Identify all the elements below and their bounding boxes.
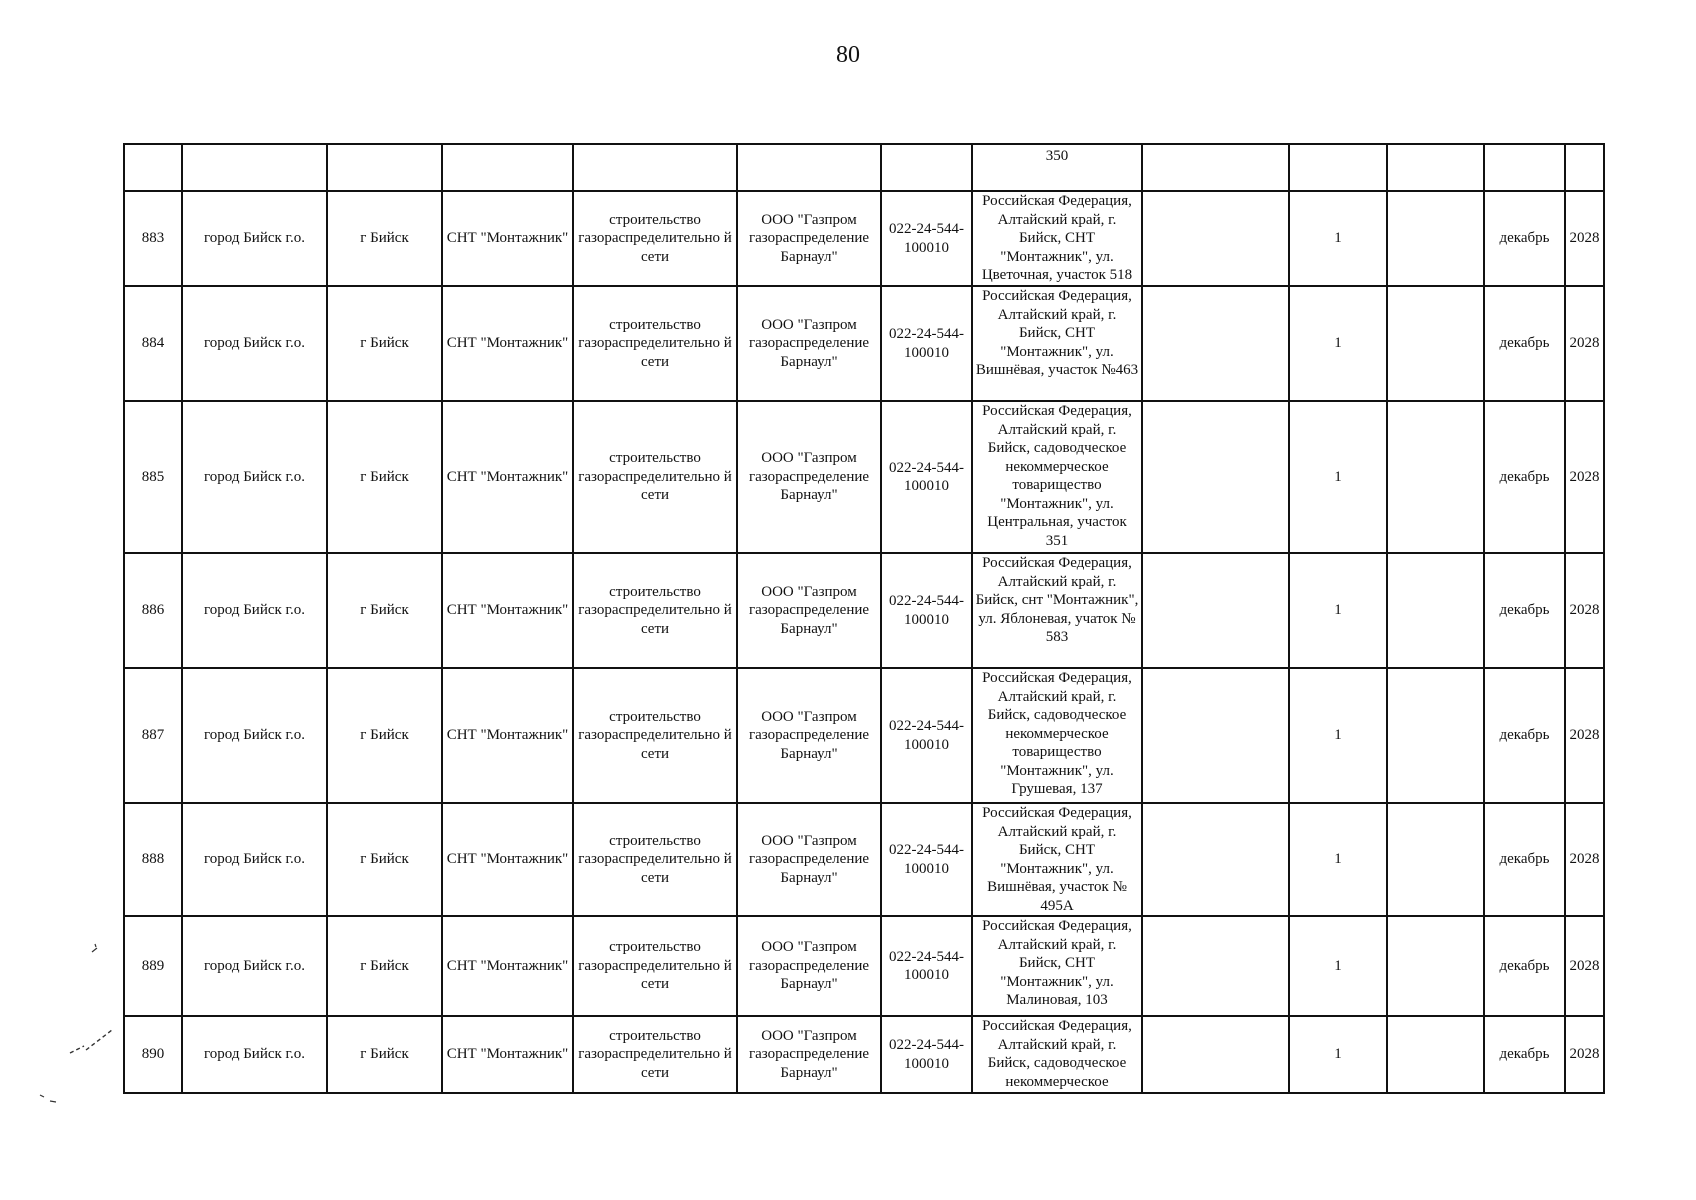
cell-work-type: строительство газораспределительно й сети — [573, 401, 737, 553]
cell-month: декабрь — [1484, 553, 1565, 668]
cell-address: Российская Федерация, Алтайский край, г. Бийск, снт "Монтажник", ул. Яблоневая, учаток № 583 — [972, 553, 1142, 668]
cell-work-type: строительство газораспределительно й сети — [573, 1016, 737, 1093]
cell-code: 022-24-544-100010 — [881, 191, 972, 286]
cell-count: 1 — [1289, 286, 1387, 401]
cell-organization: ООО "Газпром газораспределение Барнаул" — [737, 668, 881, 803]
cell-empty — [1142, 668, 1289, 803]
table-row — [124, 553, 1604, 668]
cell-empty — [881, 144, 972, 191]
cell-locality: г Бийск — [327, 1016, 442, 1093]
cell-row-number: 890 — [124, 1016, 182, 1093]
cell-empty — [1142, 286, 1289, 401]
cell-code: 022-24-544-100010 — [881, 916, 972, 1016]
cell-row-number: 886 — [124, 553, 182, 668]
cell-locality: г Бийск — [327, 668, 442, 803]
cell-empty — [737, 144, 881, 191]
cell-work-type: строительство газораспределительно й сети — [573, 803, 737, 916]
cell-empty — [573, 144, 737, 191]
cell-empty — [1565, 144, 1604, 191]
cell-empty — [124, 144, 182, 191]
cell-empty — [1142, 916, 1289, 1016]
table-row — [124, 191, 1604, 286]
cell-month: декабрь — [1484, 1016, 1565, 1093]
cell-empty — [1142, 401, 1289, 553]
cell-settlement: СНТ "Монтажник" — [442, 668, 573, 803]
cell-settlement: СНТ "Монтажник" — [442, 803, 573, 916]
cell-locality: г Бийск — [327, 553, 442, 668]
cell-address: Российская Федерация, Алтайский край, г. Бийск, садоводческое некоммерческое товарищество "Монтажник", ул. Грушевая, 137 — [972, 668, 1142, 803]
registry-table — [123, 143, 1605, 1094]
cell-empty — [1142, 553, 1289, 668]
table-row — [124, 1016, 1604, 1093]
table-row — [124, 401, 1604, 553]
cell-locality: г Бийск — [327, 916, 442, 1016]
cell-empty — [327, 144, 442, 191]
cell-code: 022-24-544-100010 — [881, 1016, 972, 1093]
table-row — [124, 916, 1604, 1016]
cell-municipality: город Бийск г.о. — [182, 1016, 327, 1093]
cell-code: 022-24-544-100010 — [881, 553, 972, 668]
cell-year: 2028 — [1565, 401, 1604, 553]
cell-count: 1 — [1289, 191, 1387, 286]
cell-organization: ООО "Газпром газораспределение Барнаул" — [737, 191, 881, 286]
cell-settlement: СНТ "Монтажник" — [442, 1016, 573, 1093]
cell-month: декабрь — [1484, 916, 1565, 1016]
cell-empty — [1387, 553, 1484, 668]
cell-month: декабрь — [1484, 286, 1565, 401]
cell-municipality: город Бийск г.о. — [182, 286, 327, 401]
cell-locality: г Бийск — [327, 286, 442, 401]
cell-code: 022-24-544-100010 — [881, 803, 972, 916]
cell-count: 1 — [1289, 401, 1387, 553]
page-number: 80 — [836, 42, 860, 68]
cell-address: Российская Федерация, Алтайский край, г. Бийск, садоводческое некоммерческое товарищество "Монтажник", ул. Центральная, участок 351 — [972, 401, 1142, 553]
cell-organization: ООО "Газпром газораспределение Барнаул" — [737, 803, 881, 916]
cell-address: Российская Федерация, Алтайский край, г. Бийск, СНТ "Монтажник", ул. Вишнёвая, участок №463 — [972, 286, 1142, 401]
cell-municipality: город Бийск г.о. — [182, 668, 327, 803]
cell-empty — [1387, 803, 1484, 916]
cell-count: 1 — [1289, 803, 1387, 916]
cell-locality: г Бийск — [327, 401, 442, 553]
cell-count: 1 — [1289, 668, 1387, 803]
cell-organization: ООО "Газпром газораспределение Барнаул" — [737, 286, 881, 401]
cell-empty — [1387, 286, 1484, 401]
cell-month: декабрь — [1484, 401, 1565, 553]
cell-code: 022-24-544-100010 — [881, 286, 972, 401]
cell-municipality: город Бийск г.о. — [182, 553, 327, 668]
cell-count: 1 — [1289, 916, 1387, 1016]
cell-empty — [182, 144, 327, 191]
cell-count: 1 — [1289, 1016, 1387, 1093]
cell-month: декабрь — [1484, 803, 1565, 916]
cell-settlement: СНТ "Монтажник" — [442, 916, 573, 1016]
table-body — [124, 144, 1604, 1093]
cell-municipality: город Бийск г.о. — [182, 191, 327, 286]
cell-empty — [1142, 803, 1289, 916]
cell-empty — [442, 144, 573, 191]
cell-row-number: 888 — [124, 803, 182, 916]
cell-empty — [1484, 144, 1565, 191]
cell-address: Российская Федерация, Алтайский край, г. Бийск, садоводческое некоммерческое — [972, 1016, 1142, 1093]
cell-year: 2028 — [1565, 1016, 1604, 1093]
cell-empty — [1387, 401, 1484, 553]
table-row — [124, 286, 1604, 401]
cell-empty — [1387, 191, 1484, 286]
cell-month: декабрь — [1484, 191, 1565, 286]
cell-empty — [1142, 1016, 1289, 1093]
cell-row-number: 883 — [124, 191, 182, 286]
cell-year: 2028 — [1565, 668, 1604, 803]
cell-count: 1 — [1289, 553, 1387, 668]
cell-row-number: 889 — [124, 916, 182, 1016]
cell-locality: г Бийск — [327, 803, 442, 916]
cell-municipality: город Бийск г.о. — [182, 916, 327, 1016]
cell-row-number: 885 — [124, 401, 182, 553]
cell-row-number: 884 — [124, 286, 182, 401]
cell-year: 2028 — [1565, 286, 1604, 401]
cell-year: 2028 — [1565, 803, 1604, 916]
cell-work-type: строительство газораспределительно й сети — [573, 286, 737, 401]
cell-year: 2028 — [1565, 553, 1604, 668]
cell-row-number: 887 — [124, 668, 182, 803]
cell-address: Российская Федерация, Алтайский край, г. Бийск, СНТ "Монтажник", ул. Цветочная, участок 518 — [972, 191, 1142, 286]
cell-empty — [1289, 144, 1387, 191]
cell-settlement: СНТ "Монтажник" — [442, 553, 573, 668]
cell-empty — [1142, 191, 1289, 286]
cell-empty — [1387, 668, 1484, 803]
table-row-continuation — [124, 144, 1604, 191]
cell-work-type: строительство газораспределительно й сети — [573, 916, 737, 1016]
cell-municipality: город Бийск г.о. — [182, 401, 327, 553]
table-row — [124, 668, 1604, 803]
cell-code: 022-24-544-100010 — [881, 668, 972, 803]
cell-work-type: строительство газораспределительно й сети — [573, 553, 737, 668]
cell-organization: ООО "Газпром газораспределение Барнаул" — [737, 916, 881, 1016]
cell-address: Российская Федерация, Алтайский край, г. Бийск, СНТ "Монтажник", ул. Вишнёвая, участок № 495А — [972, 803, 1142, 916]
cell-work-type: строительство газораспределительно й сети — [573, 668, 737, 803]
cell-settlement: СНТ "Монтажник" — [442, 401, 573, 553]
cell-settlement: СНТ "Монтажник" — [442, 286, 573, 401]
cell-empty — [1387, 144, 1484, 191]
cell-address-tail: 350 — [972, 144, 1142, 191]
cell-work-type: строительство газораспределительно й сети — [573, 191, 737, 286]
cell-month: декабрь — [1484, 668, 1565, 803]
cell-organization: ООО "Газпром газораспределение Барнаул" — [737, 401, 881, 553]
cell-municipality: город Бийск г.о. — [182, 803, 327, 916]
cell-year: 2028 — [1565, 916, 1604, 1016]
cell-settlement: СНТ "Монтажник" — [442, 191, 573, 286]
table-row — [124, 803, 1604, 916]
cell-empty — [1142, 144, 1289, 191]
cell-empty — [1387, 1016, 1484, 1093]
cell-organization: ООО "Газпром газораспределение Барнаул" — [737, 553, 881, 668]
cell-locality: г Бийск — [327, 191, 442, 286]
cell-empty — [1387, 916, 1484, 1016]
cell-organization: ООО "Газпром газораспределение Барнаул" — [737, 1016, 881, 1093]
cell-year: 2028 — [1565, 191, 1604, 286]
cell-code: 022-24-544-100010 — [881, 401, 972, 553]
cell-address: Российская Федерация, Алтайский край, г. Бийск, СНТ "Монтажник", ул. Малиновая, 103 — [972, 916, 1142, 1016]
